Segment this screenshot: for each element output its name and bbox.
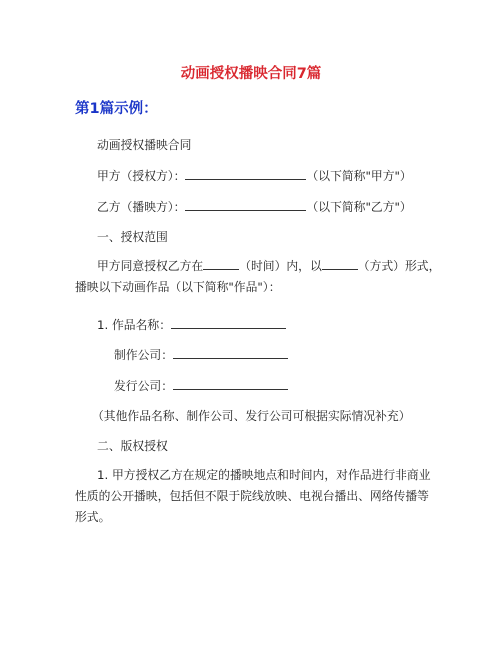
clause1-text-part2: （时间）内，以	[239, 259, 322, 273]
contract-name: 动画授权播映合同	[97, 138, 192, 152]
supplement-note: （其他作品名称、制作公司、发行公司可根据实际情况补充）	[92, 409, 411, 423]
clause1-paragraph	[75, 256, 441, 298]
producer-label: 制作公司：	[114, 348, 173, 362]
work-name-blank	[171, 316, 286, 329]
party-a-suffix: （以下简称"甲方"）	[306, 169, 412, 183]
party-a-line	[97, 167, 412, 184]
clause1-heading: 一、授权范围	[97, 230, 168, 244]
distributor-line	[114, 377, 288, 394]
party-a-blank	[185, 167, 306, 180]
party-b-blank	[185, 198, 306, 211]
clause2-heading: 二、版权授权	[97, 439, 168, 453]
party-b-suffix: （以下简称"乙方"）	[306, 200, 412, 214]
party-b-label: 乙方（播映方）：	[97, 200, 186, 214]
distributor-blank	[173, 377, 288, 390]
clause1-text-part1: 甲方同意授权乙方在	[97, 259, 204, 273]
work-name-label: 1. 作品名称：	[97, 318, 171, 332]
distributor-label: 发行公司：	[114, 379, 173, 393]
work-name-line	[97, 316, 286, 333]
clause1-text-part3: （方式）形式，	[357, 259, 441, 273]
producer-blank	[173, 346, 288, 359]
document-title: 动画授权播映合同7篇	[180, 66, 322, 82]
producer-line	[114, 346, 288, 363]
method-blank	[322, 257, 358, 270]
time-blank	[203, 257, 239, 270]
clause2-text-line1: 1. 甲方授权乙方在规定的播映地点和时间内，对作品进行非商业	[97, 468, 431, 482]
section-heading: 第1篇示例：	[75, 101, 158, 117]
party-a-label: 甲方（授权方）：	[97, 169, 186, 183]
clause2-paragraph	[75, 465, 435, 528]
clause2-text-line3: 形式。	[75, 510, 111, 524]
party-b-line	[97, 198, 412, 215]
clause1-text-line2: 播映以下动画作品（以下简称"作品"）：	[75, 280, 281, 294]
clause2-text-line2: 性质的公开播映，包括但不限于院线放映、电视台播出、网络传播等	[75, 489, 429, 503]
